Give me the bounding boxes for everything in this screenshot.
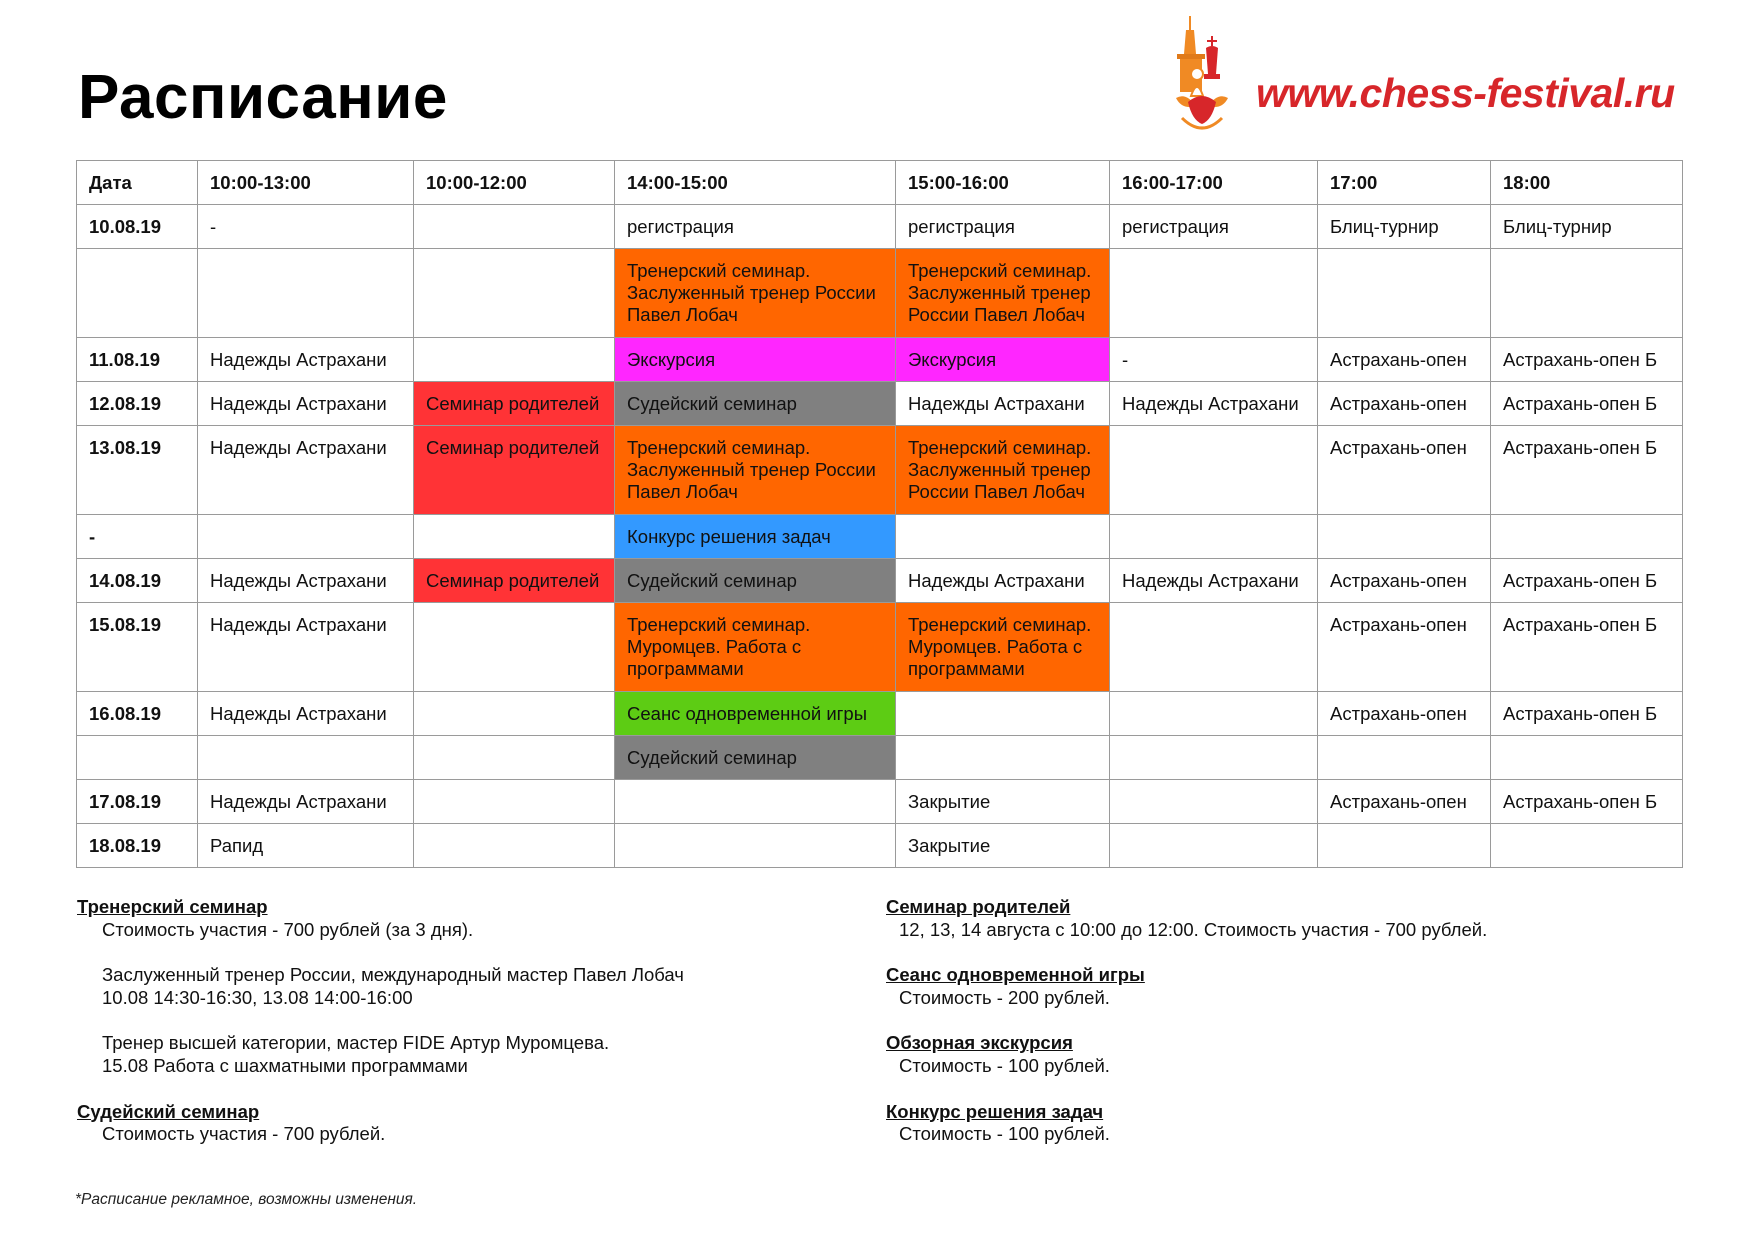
table-cell: Астрахань-опен (1318, 559, 1491, 603)
column-header: 10:00-13:00 (198, 161, 414, 205)
table-row (77, 382, 1683, 426)
notes-left (77, 896, 837, 1146)
table-cell (414, 824, 615, 868)
table-cell (1491, 249, 1683, 338)
table-cell: Астрахань-опен (1318, 780, 1491, 824)
chess-tower-logo-icon (1172, 14, 1232, 138)
table-row (77, 426, 1683, 515)
table-cell (1491, 515, 1683, 559)
event-excursion: Экскурсия (615, 338, 896, 382)
table-row (77, 559, 1683, 603)
parents-seminar-text: 12, 13, 14 августа с 10:00 до 12:00. Стоимость участия - 700 рублей. (899, 918, 1488, 940)
table-row (77, 736, 1683, 780)
table-cell (414, 249, 615, 338)
table-cell (615, 824, 896, 868)
table-row (77, 249, 1683, 338)
date-cell: 13.08.19 (77, 426, 198, 515)
event-parents-seminar: Семинар родителей (414, 559, 615, 603)
parents-seminar-heading: Семинар родителей (886, 896, 1071, 917)
table-cell (1110, 824, 1318, 868)
event-trainer-seminar: Тренерский семинар. Заслуженный тренер России Павел Лобач (615, 249, 896, 338)
table-cell (1318, 824, 1491, 868)
table-cell: Астрахань-опен (1318, 692, 1491, 736)
table-cell: Астрахань-опен Б (1491, 780, 1683, 824)
table-row (77, 824, 1683, 868)
date-cell: 17.08.19 (77, 780, 198, 824)
tour-text: Стоимость - 100 рублей. (899, 1054, 1110, 1076)
date-cell: 15.08.19 (77, 603, 198, 692)
simul-text: Стоимость - 200 рублей. (899, 986, 1110, 1008)
event-trainer-seminar: Тренерский семинар. Заслуженный тренер России Павел Лобач (615, 426, 896, 515)
table-cell: Астрахань-опен (1318, 338, 1491, 382)
table-cell (896, 692, 1110, 736)
table-cell: Надежды Астрахани (198, 338, 414, 382)
puzzles-heading: Конкурс решения задач (886, 1100, 1104, 1122)
table-cell: Астрахань-опен Б (1491, 603, 1683, 692)
event-judge-seminar: Судейский семинар (615, 736, 896, 780)
table-cell: Надежды Астрахани (198, 692, 414, 736)
puzzles-text: Стоимость - 100 рублей. (899, 1123, 1110, 1145)
table-row (77, 780, 1683, 824)
table-cell: Надежды Астрахани (1110, 382, 1318, 426)
table-cell: Астрахань-опен Б (1491, 559, 1683, 603)
table-cell: Астрахань-опен Б (1491, 338, 1683, 382)
date-cell: 14.08.19 (77, 559, 198, 603)
column-header: 14:00-15:00 (615, 161, 896, 205)
table-cell: Надежды Астрахани (198, 559, 414, 603)
trainer-muromtsev-line: Тренер высшей категории, мастер FIDE Артур Муромцева. (102, 1032, 610, 1054)
site-url[interactable]: www.chess-festival.ru (1256, 70, 1675, 116)
table-cell (1318, 515, 1491, 559)
table-row (77, 603, 1683, 692)
table-cell: Блиц-турнир (1491, 205, 1683, 249)
table-row (77, 205, 1683, 249)
table-cell: Надежды Астрахани (896, 382, 1110, 426)
table-cell: Надежды Астрахани (198, 382, 414, 426)
table-cell (414, 736, 615, 780)
table-cell: Блиц-турнир (1318, 205, 1491, 249)
date-cell: 16.08.19 (77, 692, 198, 736)
table-cell (1318, 736, 1491, 780)
notes-right (886, 896, 1686, 1146)
tour-heading: Обзорная экскурсия (886, 1032, 1073, 1054)
table-cell: Астрахань-опен (1318, 382, 1491, 426)
page-title: Расписание (78, 63, 448, 132)
table-row (77, 515, 1683, 559)
table-cell (414, 780, 615, 824)
table-cell: - (1110, 338, 1318, 382)
column-header: 16:00-17:00 (1110, 161, 1318, 205)
table-cell (1110, 780, 1318, 824)
column-header: 17:00 (1318, 161, 1491, 205)
table-cell: Закрытие (896, 780, 1110, 824)
table-cell: Надежды Астрахани (198, 426, 414, 515)
table-cell: регистрация (1110, 205, 1318, 249)
table-cell (1110, 249, 1318, 338)
date-cell: 18.08.19 (77, 824, 198, 868)
table-cell (1491, 736, 1683, 780)
trainer-seminar-cost: Стоимость участия - 700 рублей (за 3 дня). (102, 918, 474, 940)
event-trainer-seminar: Тренерский семинар. Муромцев. Работа с программами (896, 603, 1110, 692)
table-cell (198, 736, 414, 780)
table-cell (1318, 249, 1491, 338)
table-cell: Закрытие (896, 824, 1110, 868)
table-cell (198, 249, 414, 338)
table-row (77, 692, 1683, 736)
table-cell (198, 515, 414, 559)
trainer-lobach-dates: 10.08 14:30-16:30, 13.08 14:00-16:00 (102, 986, 413, 1008)
table-cell: регистрация (615, 205, 896, 249)
date-cell: 11.08.19 (77, 338, 198, 382)
table-row (77, 338, 1683, 382)
column-header: 15:00-16:00 (896, 161, 1110, 205)
event-trainer-seminar: Тренерский семинар. Муромцев. Работа с программами (615, 603, 896, 692)
date-cell: - (77, 515, 198, 559)
schedule-table (76, 160, 1683, 868)
column-header: 10:00-12:00 (414, 161, 615, 205)
date-cell: 12.08.19 (77, 382, 198, 426)
event-trainer-seminar: Тренерский семинар. Заслуженный тренер России Павел Лобач (896, 249, 1110, 338)
table-cell: Надежды Астрахани (1110, 559, 1318, 603)
table-cell (1110, 515, 1318, 559)
event-parents-seminar: Семинар родителей (414, 426, 615, 515)
table-cell (414, 338, 615, 382)
event-simul: Сеанс одновременной игры (615, 692, 896, 736)
table-cell: Астрахань-опен Б (1491, 426, 1683, 515)
event-puzzle-contest: Конкурс решения задач (615, 515, 896, 559)
table-cell: Надежды Астрахани (896, 559, 1110, 603)
table-cell (896, 515, 1110, 559)
table-cell (1110, 426, 1318, 515)
table-cell (1110, 692, 1318, 736)
table-cell: Надежды Астрахани (198, 780, 414, 824)
column-header: 18:00 (1491, 161, 1683, 205)
table-cell: Астрахань-опен (1318, 603, 1491, 692)
table-header-row (77, 161, 1683, 205)
table-cell: Надежды Астрахани (198, 603, 414, 692)
table-cell: - (198, 205, 414, 249)
table-cell: Астрахань-опен Б (1491, 692, 1683, 736)
event-excursion: Экскурсия (896, 338, 1110, 382)
footnote: *Расписание рекламное, возможны изменения. (75, 1191, 418, 1208)
event-judge-seminar: Судейский семинар (615, 382, 896, 426)
table-cell (414, 692, 615, 736)
date-cell (77, 736, 198, 780)
trainer-muromtsev-dates: 15.08 Работа с шахматными программами (102, 1054, 468, 1076)
column-header: Дата (77, 161, 198, 205)
table-cell (1491, 824, 1683, 868)
table-cell: Астрахань-опен (1318, 426, 1491, 515)
judge-seminar-cost: Стоимость участия - 700 рублей. (102, 1123, 386, 1145)
judge-seminar-heading: Судейский семинар (77, 1100, 260, 1122)
event-trainer-seminar: Тренерский семинар. Заслуженный тренер России Павел Лобач (896, 426, 1110, 515)
simul-heading: Сеанс одновременной игры (886, 964, 1145, 986)
trainer-lobach-line: Заслуженный тренер России, международный мастер Павел Лобач (102, 964, 684, 986)
event-judge-seminar: Судейский семинар (615, 559, 896, 603)
date-cell: 10.08.19 (77, 205, 198, 249)
table-cell: Рапид (198, 824, 414, 868)
table-cell (414, 205, 615, 249)
date-cell (77, 249, 198, 338)
event-parents-seminar: Семинар родителей (414, 382, 615, 426)
table-cell (1110, 736, 1318, 780)
table-cell: регистрация (896, 205, 1110, 249)
trainer-seminar-heading: Тренерский семинар (77, 896, 268, 917)
table-cell (1110, 603, 1318, 692)
table-cell (414, 603, 615, 692)
table-cell (615, 780, 896, 824)
table-cell (414, 515, 615, 559)
table-cell: Астрахань-опен Б (1491, 382, 1683, 426)
table-cell (896, 736, 1110, 780)
